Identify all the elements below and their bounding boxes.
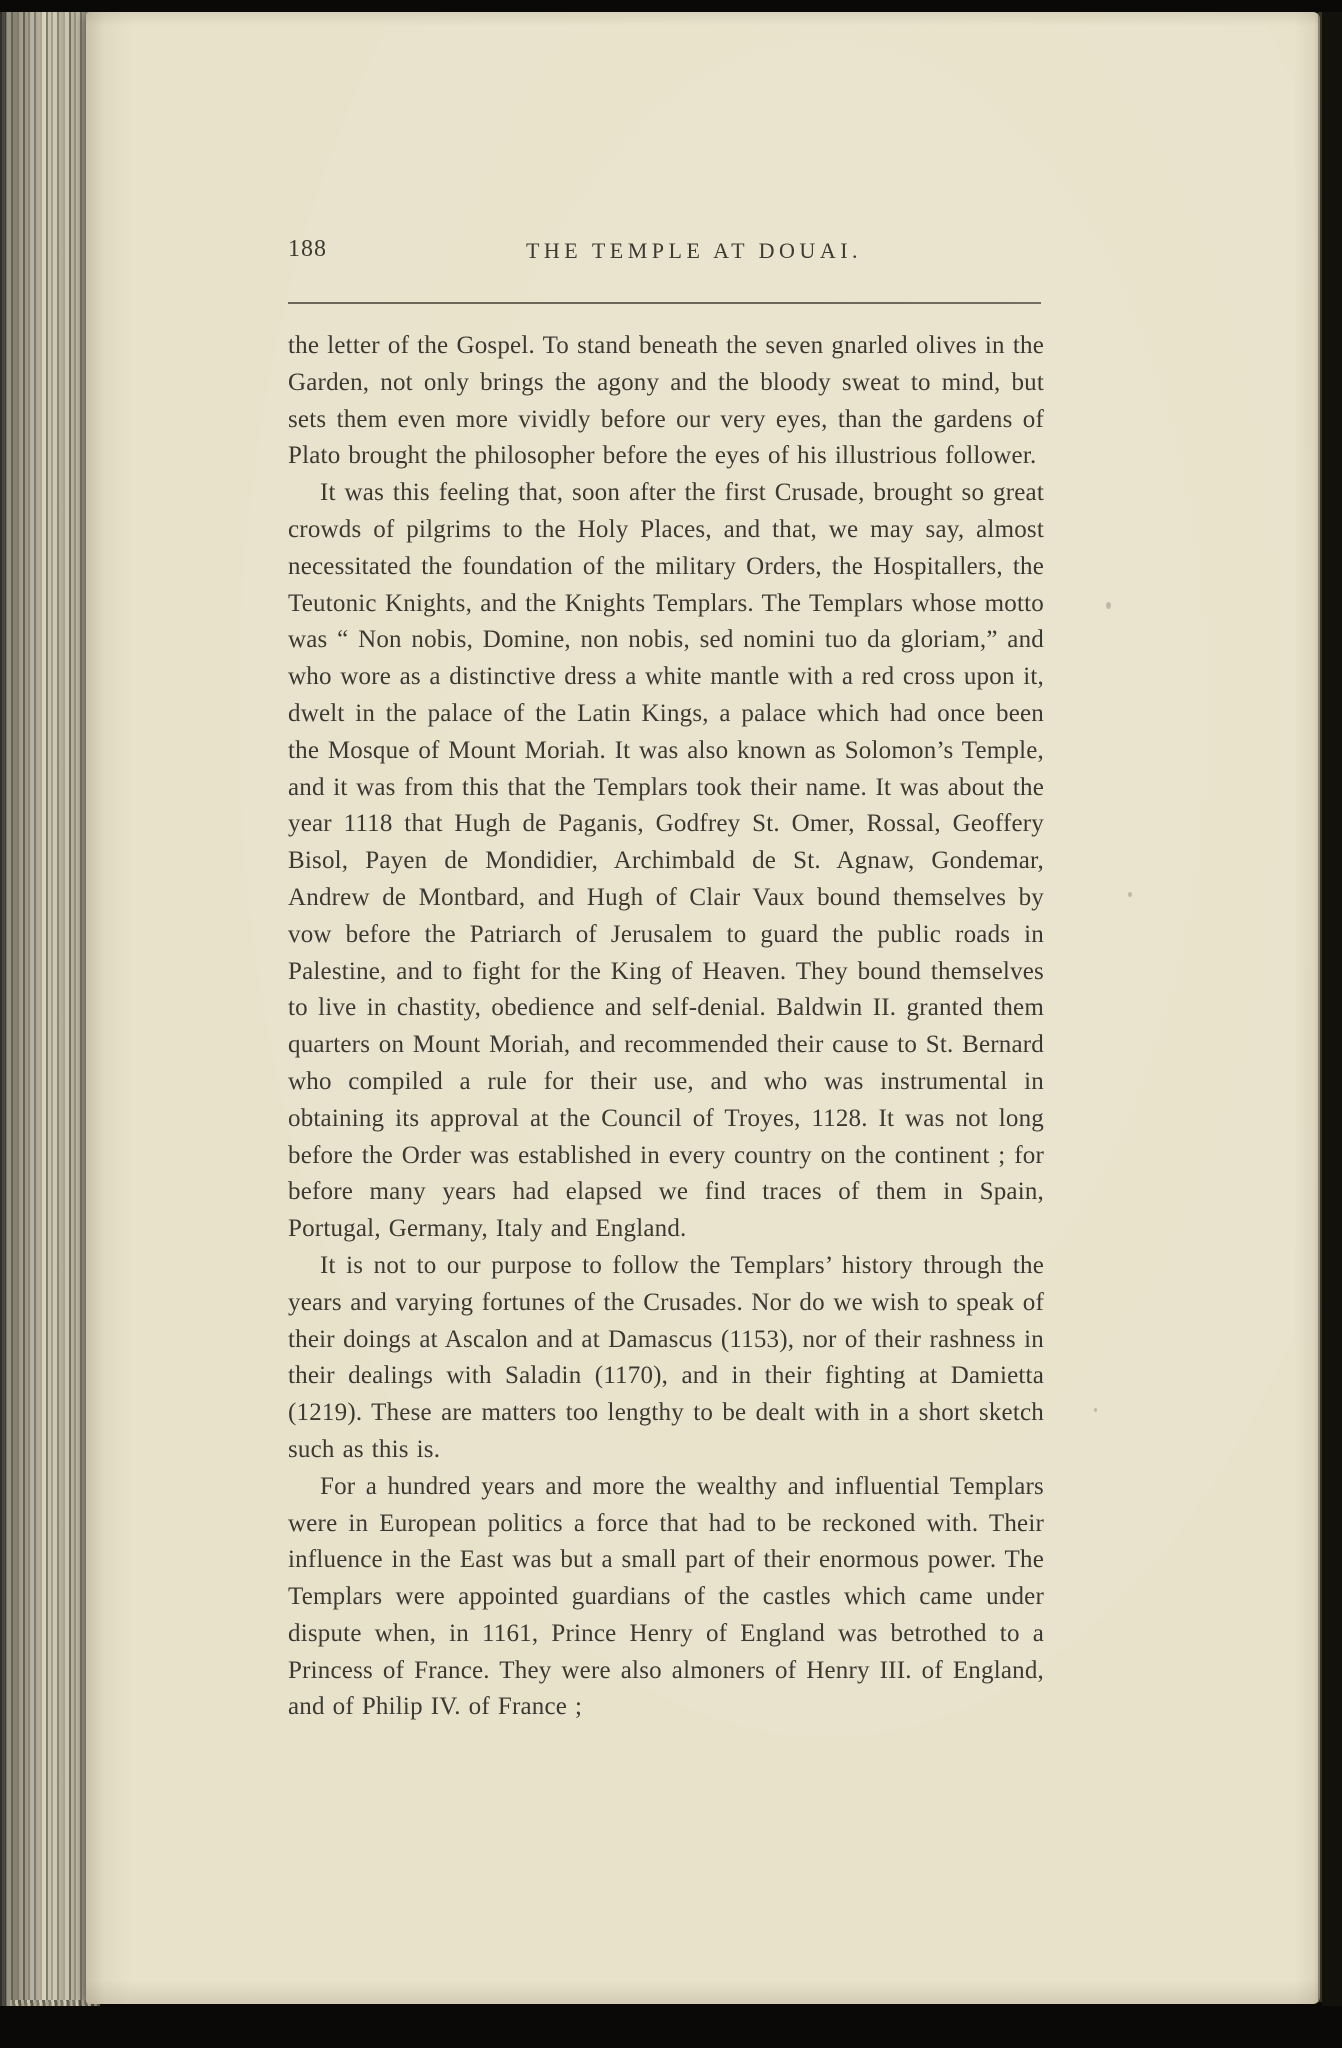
running-header-title: THE TEMPLE AT DOUAI. [525, 238, 863, 263]
page-body-text [288, 328, 1044, 1726]
book-page-edges [0, 0, 100, 2048]
body-paragraph: For a hundred years and more the wealthy and influential Templars were in European politics a force that had to be reckoned with. Their influence in the East was but a small part of their enormous power. The Templars were appointed guardians of the castles which came under dispute when, in 1161, Prince Henry of England was betrothed to a Princess of France. They were also almoners of Henry III. of England, and of Philip IV. of France ; [288, 1472, 1044, 1721]
book-page [86, 12, 1320, 2004]
photo-border-bottom [0, 2006, 1342, 2048]
scan-speck [1106, 602, 1111, 609]
scan-speck [1094, 1408, 1097, 1412]
scan-speck [1128, 892, 1132, 897]
body-paragraph: It is not to our purpose to follow the Templars’ history through the years and varying fortunes of the Crusades. Nor do we wish to speak of their doings at Ascalon and at Damascus (1153), nor of their rashness in their dealings with Saladin (1170), and in their fighting at Damietta (1219). These are matters too lengthy to be dealt with in a short sketch such as this is. [288, 1251, 1044, 1463]
photo-border-top [0, 0, 1342, 12]
body-paragraph: It was this feeling that, soon after the first Crusade, brought so great crowds of pilgrims to the Holy Places, and that, we may say, almost necessitated the foundation of the military Orders, the Hospitallers, the Teutonic Knights, and the Knights Templars. The Templars whose motto was “ Non nobis, Domine, non nobis, sed nomini tuo da gloriam,” and who wore as a distinctive dress a white mantle with a red cross upon it, dwelt in the palace of the Latin Kings, a palace which had once been the Mosque of Mount Moriah. It was also known as Solomon’s Temple, and it was from this that the Templars took their name. It was about the year 1118 that Hugh de Paganis, Godfrey St. Omer, Rossal, Geoffery Bisol, Payen de Mondidier, Archimbald de St. Agnaw, Gondemar, Andrew de Montbard, and Hugh of Clair Vaux bound themselves by vow before the Patriarch of Jerusalem to guard the public roads in Palestine, and to fight for the King of Heaven. They bound themselves to live in chastity, obedience and self-denial. Baldwin II. granted them quarters on Mount Moriah, and recommended their cause to St. Bernard who compiled a rule for their use, and who was instrumental in obtaining its approval at the Council of Troyes, 1128. It was not long before the Order was established in every country on the continent ; for before many years had elapsed we find traces of them in Spain, Portugal, Germany, Italy and England. [288, 479, 1044, 1243]
header-rule [288, 302, 1041, 304]
body-paragraph: the letter of the Gospel. To stand beneath the seven gnarled olives in the Garden, not only brings the agony and the bloody sweat to mind, but sets them even more vividly before our very eyes, than the gardens of Plato brought the philosopher before the eyes of his illustrious follower. [288, 332, 1044, 470]
page-number: 188 [288, 236, 327, 262]
photo-border-right [1322, 0, 1342, 2048]
